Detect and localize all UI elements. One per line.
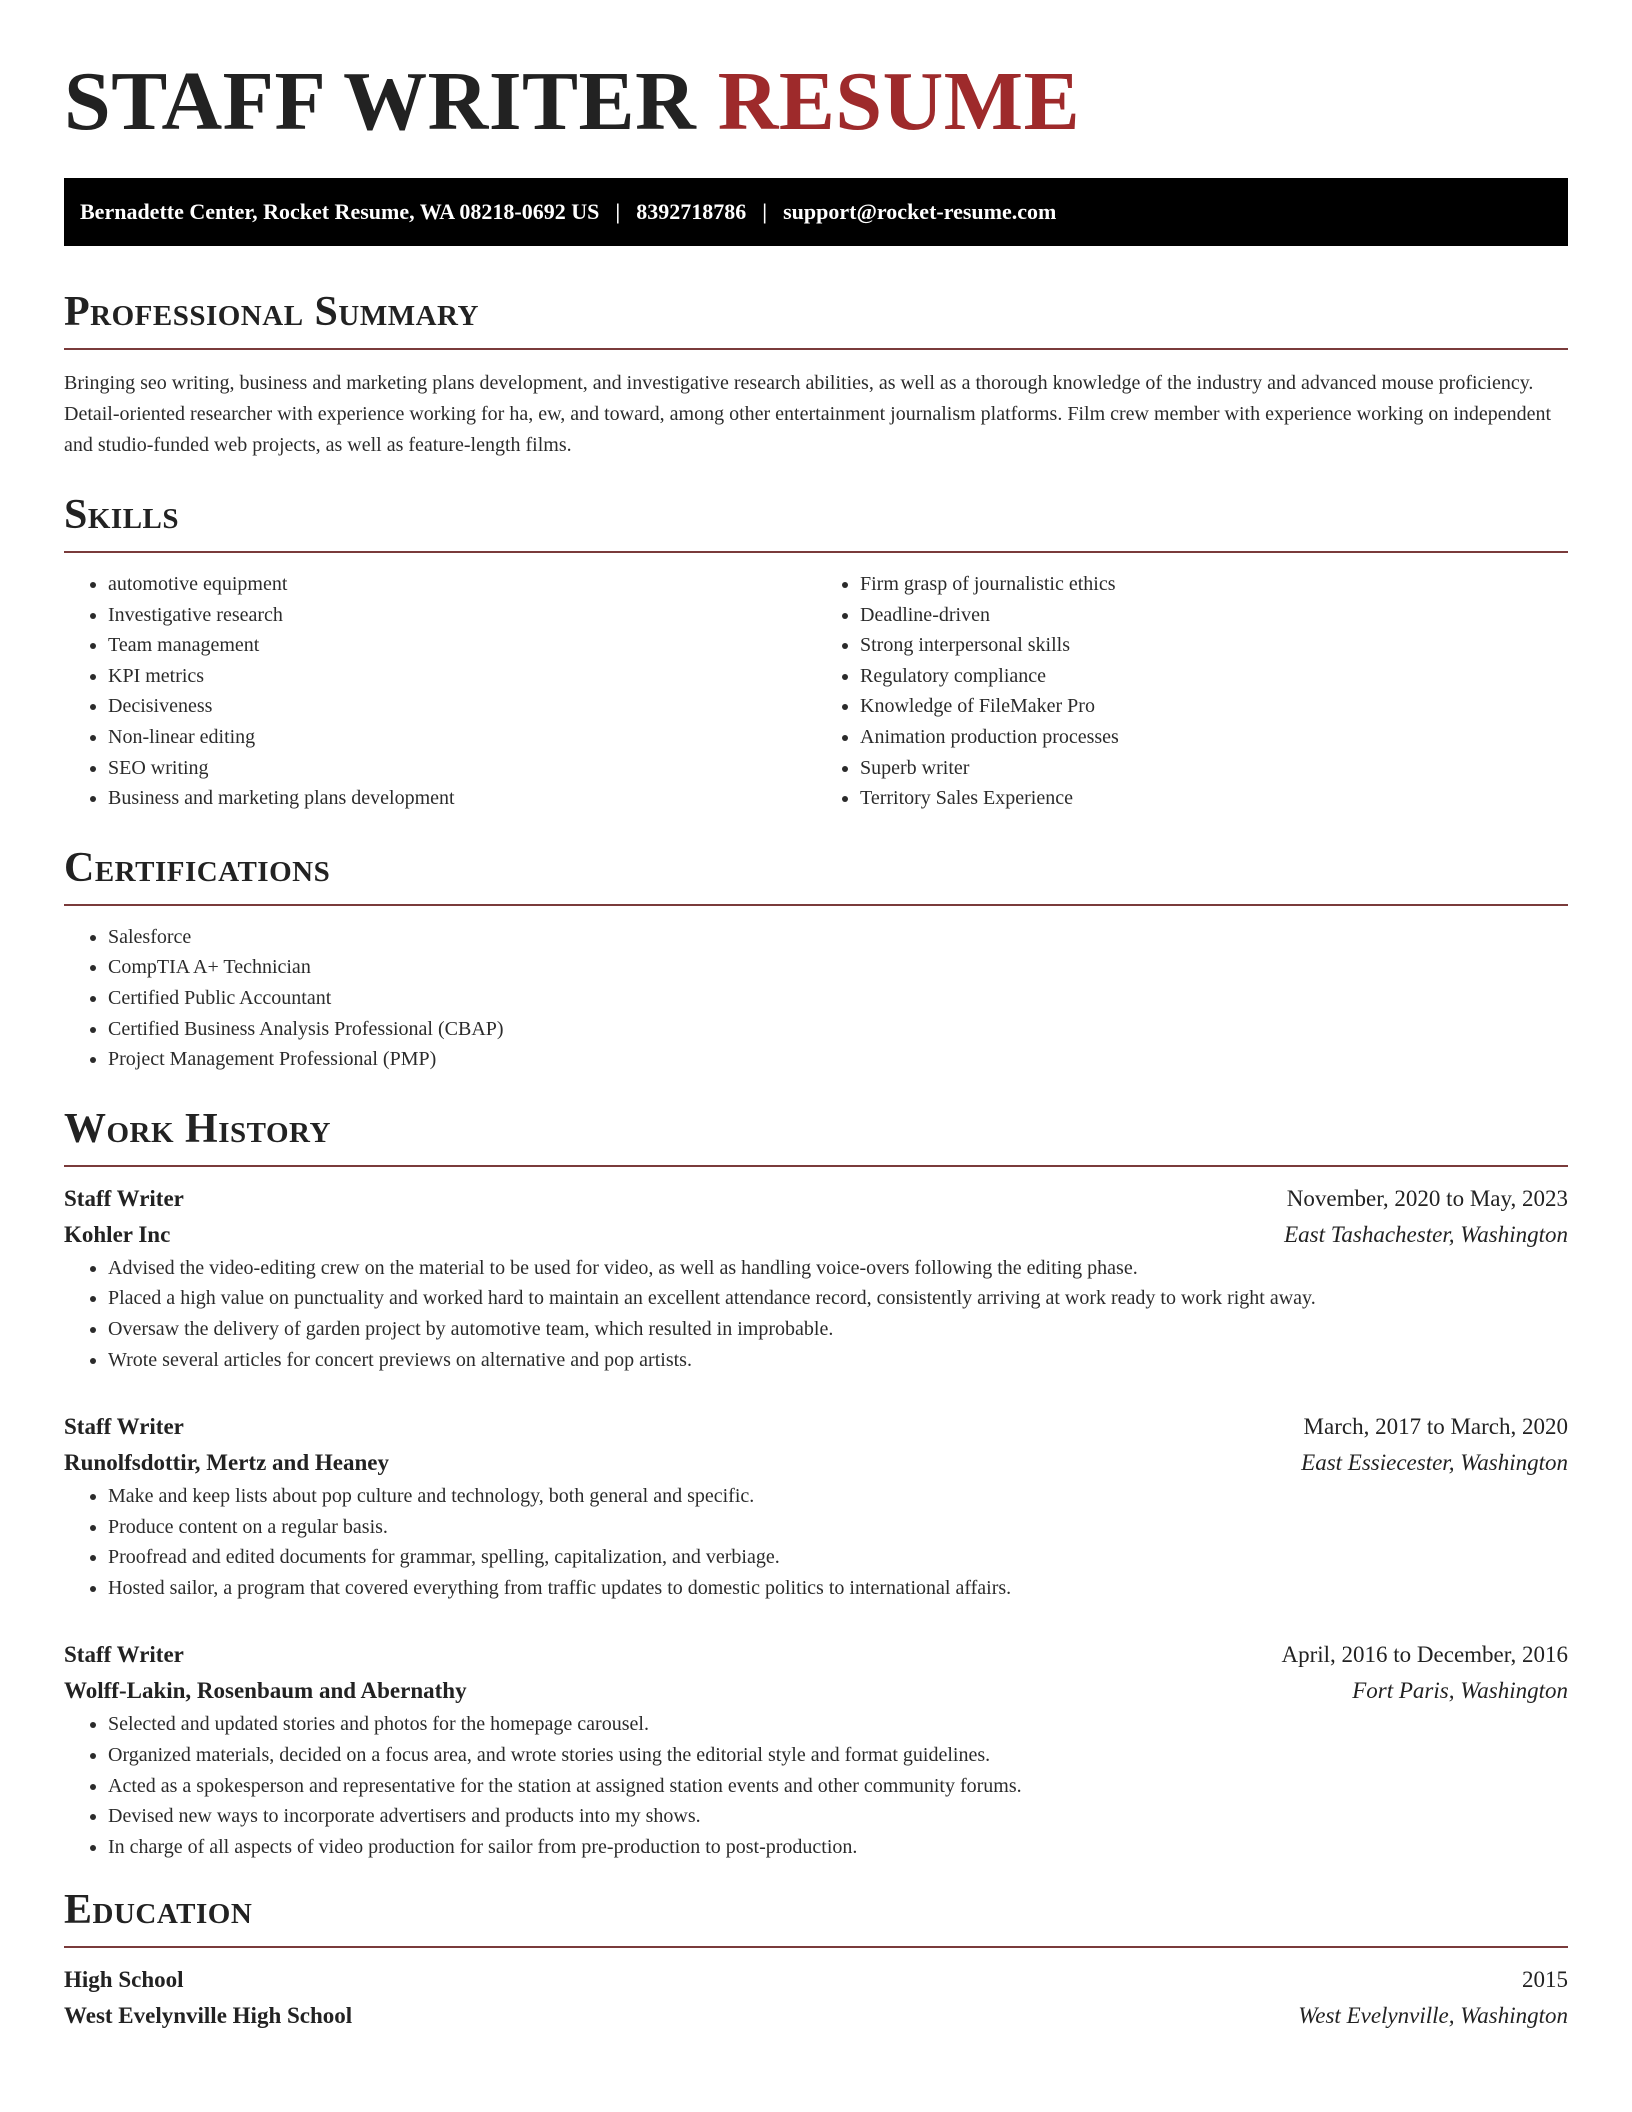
job-dates: March, 2017 to March, 2020 — [1303, 1414, 1568, 1440]
section-divider — [64, 1946, 1568, 1948]
skills-list-right — [816, 569, 1568, 814]
skills-list-left — [64, 569, 816, 814]
job-subheader — [64, 1673, 1568, 1709]
job-location: East Essiecester, Washington — [1301, 1450, 1568, 1476]
list-item: • Proofread and edited documents for grammar, spelling, capitalization, and verbiage. — [108, 1542, 1568, 1573]
section-heading: Certifications — [64, 844, 331, 891]
title-accent: RESUME — [717, 55, 1081, 148]
list-item: • Team management — [108, 630, 816, 661]
job-header — [64, 1637, 1568, 1673]
job-company: Runolfsdottir, Mertz and Heaney — [64, 1450, 389, 1476]
contact-bar — [64, 178, 1568, 246]
list-item: • CompTIA A+ Technician — [108, 952, 1568, 983]
job-bullets — [64, 1253, 1568, 1375]
summary-text: Bringing seo writing, business and marketing plans development, and investigative research abilities, as well as a thorough knowledge of the industry and advanced mouse proficiency. Detail-oriented researcher with experience working for ha, ew, and toward, among other entertainment journalism platforms. Film crew member with experience working on independent and studio-funded web projects, as well as feature-length films. — [64, 372, 1552, 456]
education-year: 2015 — [1522, 1967, 1568, 1993]
list-item: • Animation production processes — [860, 722, 1568, 753]
section-divider — [64, 1165, 1568, 1167]
job-subheader — [64, 1445, 1568, 1481]
list-item: • Project Management Professional (PMP) — [108, 1044, 1568, 1075]
job-entry — [64, 1637, 1568, 1862]
list-item: • Hosted sailor, a program that covered everything from traffic updates to domestic politics to international affairs. — [108, 1573, 1568, 1604]
list-item: • Regulatory compliance — [860, 661, 1568, 692]
list-item: • SEO writing — [108, 753, 816, 784]
section-heading: Skills — [64, 492, 180, 538]
job-entry — [64, 1181, 1568, 1375]
work-history-section — [64, 1103, 1568, 1863]
education-school: West Evelynville High School — [64, 2003, 353, 2029]
list-item: • Knowledge of FileMaker Pro — [860, 691, 1568, 722]
list-item: • automotive equipment — [108, 569, 816, 600]
list-item: • Devised new ways to incorporate advertisers and products into my shows. — [108, 1801, 1568, 1832]
education-degree: High School — [64, 1967, 184, 1993]
contact-email: support@rocket-resume.com — [783, 199, 1057, 224]
list-item: • In charge of all aspects of video production for sailor from pre-production to post-production. — [108, 1832, 1568, 1863]
job-location: Fort Paris, Washington — [1352, 1678, 1568, 1704]
list-item: • Oversaw the delivery of garden project by automotive team, which resulted in improbable. — [108, 1314, 1568, 1345]
certifications-list — [64, 922, 1568, 1075]
job-header — [64, 1181, 1568, 1217]
list-item: • KPI metrics — [108, 661, 816, 692]
list-item: • Certified Public Accountant — [108, 983, 1568, 1014]
education-header — [64, 1962, 1568, 1998]
list-item: • Business and marketing plans development — [108, 783, 816, 814]
contact-separator: | — [762, 199, 768, 224]
summary-section — [64, 286, 1568, 461]
section-divider — [64, 904, 1568, 906]
list-item: • Investigative research — [108, 600, 816, 631]
skills-section — [64, 489, 1568, 814]
contact-phone: 8392718786 — [636, 199, 747, 224]
job-subheader — [64, 1217, 1568, 1253]
list-item: • Superb writer — [860, 753, 1568, 784]
job-bullets — [64, 1709, 1568, 1862]
list-item: • Placed a high value on punctuality and worked hard to maintain an excellent attendance record, consistently arriving at work ready to work right away. — [108, 1283, 1568, 1314]
job-dates: November, 2020 to May, 2023 — [1286, 1185, 1568, 1211]
list-item: • Non-linear editing — [108, 722, 816, 753]
job-dates: April, 2016 to December, 2016 — [1281, 1642, 1568, 1668]
list-item: • Territory Sales Experience — [860, 783, 1568, 814]
list-item: • Organized materials, decided on a focus area, and wrote stories using the editorial style and format guidelines. — [108, 1740, 1568, 1771]
list-item: • Certified Business Analysis Professional (CBAP) — [108, 1014, 1568, 1045]
list-item: • Strong interpersonal skills — [860, 630, 1568, 661]
education-section — [64, 1884, 1568, 2034]
list-item: • Selected and updated stories and photos for the homepage carousel. — [108, 1709, 1568, 1740]
list-item: • Firm grasp of journalistic ethics — [860, 569, 1568, 600]
job-title: Staff Writer — [64, 1414, 184, 1440]
section-divider — [64, 551, 1568, 553]
skills-grid — [64, 569, 1568, 814]
list-item: • Produce content on a regular basis. — [108, 1512, 1568, 1543]
contact-address: Bernadette Center, Rocket Resume, WA 08218-0692 US — [80, 199, 600, 224]
education-subheader — [64, 1998, 1568, 2034]
job-title: Staff Writer — [64, 1185, 184, 1211]
title-main: STAFF WRITER — [64, 55, 697, 148]
job-bullets — [64, 1481, 1568, 1603]
list-item: • Deadline-driven — [860, 600, 1568, 631]
job-company: Wolff-Lakin, Rosenbaum and Abernathy — [64, 1678, 467, 1704]
resume-title — [64, 54, 1568, 150]
certifications-section — [64, 842, 1568, 1075]
section-divider — [64, 348, 1568, 350]
section-heading: Professional Summary — [64, 289, 479, 335]
section-heading: Education — [64, 1887, 253, 1934]
contact-separator: | — [615, 199, 621, 224]
job-company: Kohler Inc — [64, 1221, 171, 1247]
list-item: • Salesforce — [108, 922, 1568, 953]
list-item: • Acted as a spokesperson and representative for the station at assigned station events and other community forums. — [108, 1771, 1568, 1802]
job-entry — [64, 1409, 1568, 1603]
education-entry — [64, 1962, 1568, 2034]
job-header — [64, 1409, 1568, 1445]
education-location: West Evelynville, Washington — [1298, 2003, 1568, 2029]
list-item: • Advised the video-editing crew on the material to be used for video, as well as handling voice-overs following the editing phase. — [108, 1253, 1568, 1284]
job-location: East Tashachester, Washington — [1284, 1221, 1568, 1247]
section-heading: Work History — [64, 1105, 331, 1152]
list-item: • Wrote several articles for concert previews on alternative and pop artists. — [108, 1345, 1568, 1376]
job-title: Staff Writer — [64, 1642, 184, 1668]
list-item: • Decisiveness — [108, 691, 816, 722]
list-item: • Make and keep lists about pop culture and technology, both general and specific. — [108, 1481, 1568, 1512]
